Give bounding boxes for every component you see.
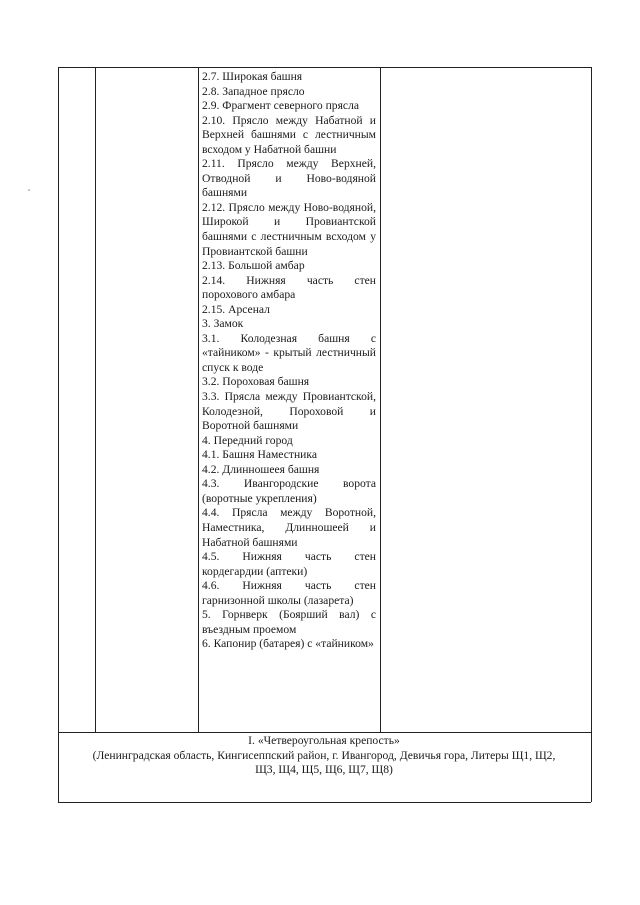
- column-divider-3: [380, 67, 381, 732]
- object-list: [202, 70, 376, 652]
- list-item: 2.9. Фрагмент северного прясла: [202, 99, 360, 113]
- list-item: 2.13. Большой амбар: [202, 259, 305, 273]
- list-item: 6. Капонир (батарея) с «тайником»: [202, 637, 374, 651]
- list-item: 4.5. Нижняя часть стен кордегардии (аптеки): [202, 550, 376, 578]
- section-address: (Ленинградская область, Кингисеппский район, г. Ивангород, Девичья гора, Литеры Щ1, Щ2,: [92, 748, 556, 762]
- list-item: 4. Передний город: [202, 433, 293, 447]
- list-item: 2.7. Широкая башня: [202, 70, 303, 83]
- list-item: 3.3. Прясла между Провиантской, Колодезной, Пороховой и Воротной башнями: [202, 390, 376, 433]
- table-top-border: [58, 67, 591, 68]
- list-item: 4.2. Длинношеея башня: [202, 462, 320, 476]
- list-item: 2.8. Западное прясло: [202, 84, 305, 98]
- list-item: 4.6. Нижняя часть стен гарнизонной школы (лазарета): [202, 579, 376, 607]
- list-item: 2.10. Прясло между Набатной и Верхней башнями с лестничным всходом у Набатной башни: [202, 113, 376, 156]
- list-item: 4.4. Прясла между Воротной, Наместника, Длинношеей и Набатной башнями: [202, 506, 376, 549]
- column-divider-1: [95, 67, 96, 732]
- section-heading: [59, 734, 589, 778]
- list-item: 3.1. Колодезная башня с «тайником» - крытый лестничный спуск к воде: [202, 331, 376, 374]
- list-item: 4.3. Ивангородские ворота (воротные укрепления): [202, 477, 376, 505]
- list-item: 2.14. Нижняя часть стен порохового амбара: [202, 273, 376, 302]
- list-item: 2.12. Прясло между Ново-водяной, Широкой и Провиантской башнями с лестничным всходом у Провиантской башни: [202, 200, 376, 258]
- list-item: 3. Замок: [202, 317, 244, 331]
- list-item: 3.2. Пороховая башня: [202, 375, 310, 389]
- table-bottom-border: [58, 802, 591, 803]
- list-item: 2.15. Арсенал: [202, 302, 270, 316]
- section-address-continued: Щ3, Щ4, Щ5, Щ6, Щ7, Щ8): [255, 763, 393, 776]
- list-item: 4.1. Башня Наместника: [202, 448, 317, 462]
- list-item: 5. Горнверк (Боярший вал) с въездным проемом: [202, 608, 376, 636]
- column-divider-2: [198, 67, 199, 732]
- section-title: I. «Четвероугольная крепость»: [248, 734, 400, 747]
- section-divider: [58, 732, 591, 733]
- scan-speck: [28, 189, 30, 191]
- list-item: 2.11. Прясло между Верхней, Отводной и Ново-водяной башнями: [202, 157, 376, 200]
